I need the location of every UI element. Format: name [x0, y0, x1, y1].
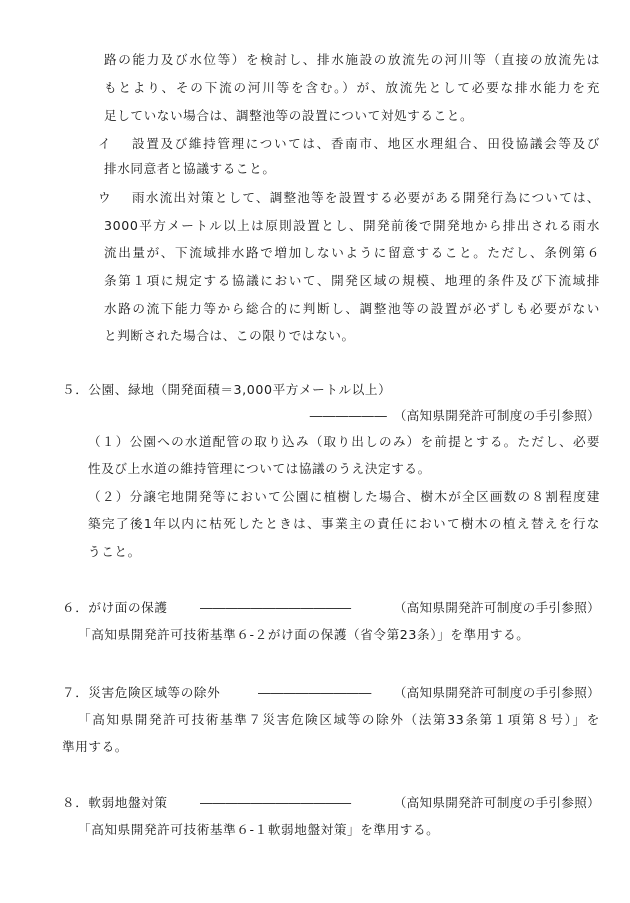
- section5-reference: ―――――― （高知県開発許可制度の手引参照）: [309, 408, 600, 423]
- section6-body: 「高知県開発許可技術基準６-２がけ面の保護（省令第23条）」を準用する。: [78, 627, 530, 642]
- drainage-line-2: もとより、その下流の河川等を含む。）が、放流先として必要な排水能力を充: [104, 80, 600, 95]
- section8-dashes: ――――――――――――: [200, 795, 352, 810]
- section5-heading: ５．公園、緑地（開発面積＝3,000平方メートル以上）: [62, 382, 392, 397]
- item-u-line-4: 条第１項に規定する協議において、開発区域の規模、地理的条件及び下流域排: [104, 273, 600, 288]
- item-i-line-2: 排水同意者と協議すること。: [104, 161, 276, 176]
- section8-heading: ８．軟弱地盤対策: [62, 795, 168, 810]
- item-u-line-6: と判断された場合は、この限りではない。: [104, 328, 355, 343]
- item-u-line-2: 3000平方メートル以上は原則設置とし、開発前後で開発地から排出される雨水: [104, 218, 600, 233]
- section8-body: 「高知県開発許可技術基準６-１軟弱地盤対策」を準用する。: [78, 822, 440, 837]
- section7-body-line-2: 準用する。: [62, 739, 128, 754]
- section5-para2-line-1: （２）分譲宅地開発等において公園に植樹した場合、樹木が全区画数の８割程度建: [88, 489, 600, 504]
- item-u-line-1: 雨水流出対策として、調整池等を設置する必要がある開発行為については、: [132, 190, 600, 205]
- item-u-line-5: 水路の流下能力等から総合的に判断し、調整池等の設置が必ずしも必要がない: [104, 301, 600, 316]
- section7-body-line-1: 「高知県開発許可技術基準７災害危険区域等の除外（法第33条第１項第８号）」を: [78, 712, 600, 727]
- section5-para1-line-1: （１）公園への水道配管の取り込み（取り出しのみ）を前提とする。ただし、必要: [88, 434, 600, 449]
- section5-para2-line-3: うこと。: [88, 544, 141, 559]
- section6-heading: ６．がけ面の保護: [62, 600, 168, 615]
- section8-reference: （高知県開発許可制度の手引参照）: [393, 795, 600, 810]
- section6-reference: （高知県開発許可制度の手引参照）: [393, 600, 600, 615]
- item-i-marker: イ: [98, 136, 111, 151]
- section7-heading: ７．災害危険区域等の除外: [62, 685, 221, 700]
- item-i-line-1: 設置及び維持管理については、香南市、地区水理組合、田役協議会等及び: [132, 136, 600, 151]
- section5-para1-line-2: 性及び上水道の維持管理については協議のうえ決定する。: [88, 461, 431, 476]
- section7-reference: （高知県開発許可制度の手引参照）: [393, 685, 600, 700]
- section5-para2-line-2: 築完了後1年以内に枯死したときは、事業主の責任において樹木の植え替えを行な: [88, 516, 600, 531]
- item-u-marker: ウ: [98, 190, 111, 205]
- drainage-line-1: 路の能力及び水位等）を検討し、排水施設の放流先の河川等（直接の放流先は: [104, 52, 600, 67]
- item-u-line-3: 流出量が、下流域排水路で増加しないように留意すること。ただし、条例第６: [104, 245, 600, 260]
- drainage-line-3: 足していない場合は、調整池等の設置について対処すること。: [104, 108, 474, 123]
- section6-dashes: ――――――――――――: [200, 600, 352, 615]
- section7-dashes: ―――――――――: [258, 685, 372, 700]
